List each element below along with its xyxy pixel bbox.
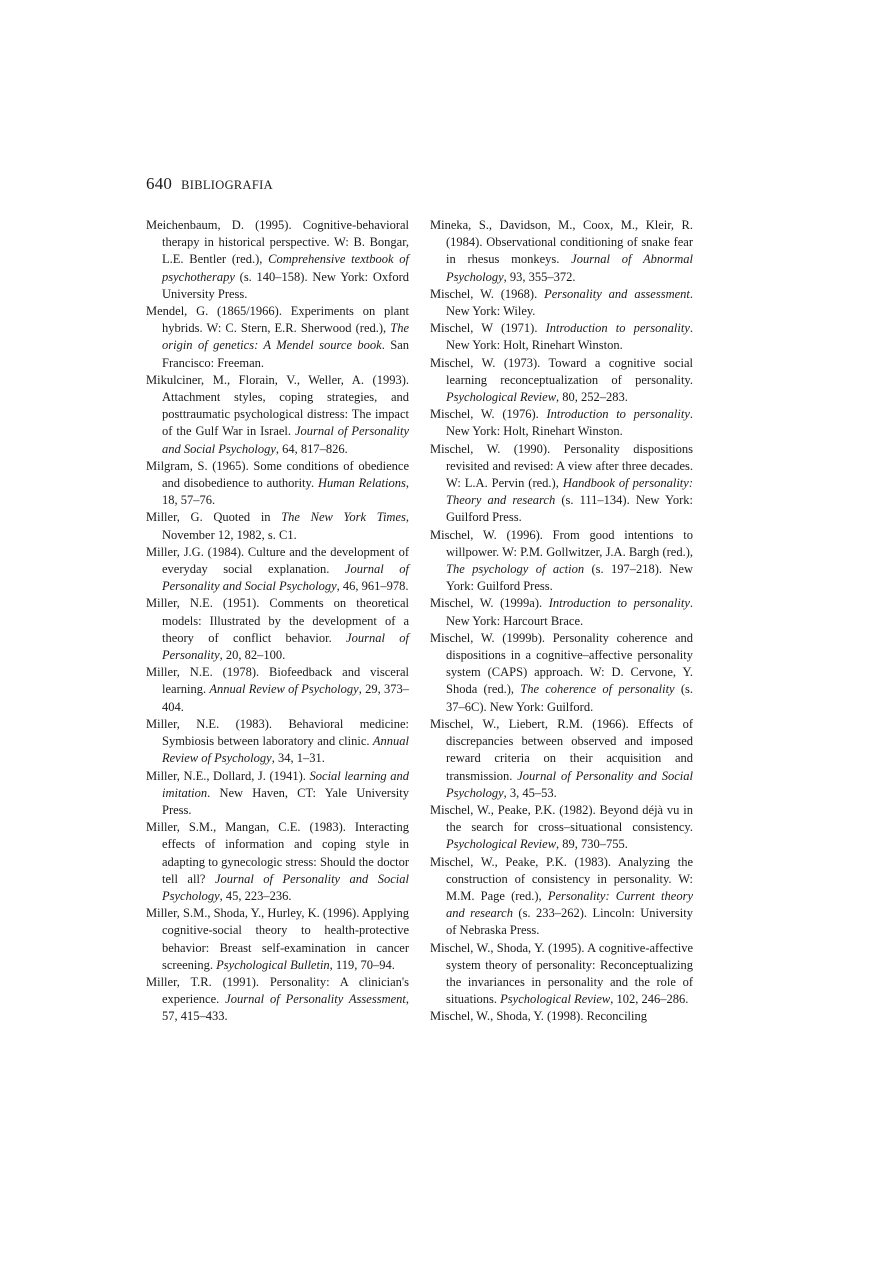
entry-text: Meichenbaum, D. (1995). Cognitive-behavioral therapy in historical perspective. W: B. Bongar, L.E. Bentler (red.), <box>146 218 409 267</box>
entry-text: , 34, 1–31. <box>271 751 325 766</box>
entry-title-italic: Social learning and imitation <box>162 768 410 800</box>
entry-text: . New York: Holt, Rinehart Winston. <box>446 407 693 439</box>
entry-text: (s. 111–134). New York: Guilford Press. <box>446 493 693 525</box>
entry-text: Mischel, W. (1990). Personality dispositions revisited and revised: A view after three decades. W: L.A. Pervin (red.), <box>430 441 693 491</box>
bibliography-entry <box>146 974 409 1026</box>
entry-text: , 18, 57–76. <box>162 476 409 508</box>
bibliography-entry <box>430 527 693 596</box>
entry-title-italic: Journal of Personality and Social Psychology <box>446 768 694 800</box>
entry-title-italic: Handbook of personality: Theory and research <box>446 476 693 508</box>
entry-title-italic: Annual Review of Psychology <box>209 682 359 697</box>
bibliography-left-column <box>146 217 409 1026</box>
bibliography-entry <box>430 217 693 286</box>
entry-text: Miller, N.E. (1983). Behavioral medicine: Symbiosis between laboratory and clinic. <box>146 716 409 749</box>
entry-text: , 89, 730–755. <box>556 837 628 852</box>
entry-text: , 102, 246–286. <box>610 992 689 1007</box>
bibliography-entry <box>430 595 693 629</box>
bibliography-entry <box>430 716 693 802</box>
entry-text: Mischel, W., Liebert, R.M. (1966). Effects of discrepancies between observed and imposed reward criteria on their acquisition and transmission. <box>430 716 693 783</box>
entry-title-italic: Journal of Personality and Social Psychology <box>162 871 410 903</box>
entry-text: Mineka, S., Davidson, M., Coox, M., Kleir, R. (1984). Observational conditioning of snake fear in rhesus monkeys. <box>430 218 693 267</box>
entry-text: , 80, 252–283. <box>556 390 628 405</box>
bibliography-entry <box>430 320 693 354</box>
bibliography-entry <box>146 664 409 716</box>
entry-text: Mischel, W. (1996). From good intentions to willpower. W: P.M. Gollwitzer, J.A. Bargh (red.), <box>430 527 693 559</box>
entry-title-italic: Journal of Personality and Social Psychology <box>162 424 409 456</box>
bibliography-entry <box>146 217 409 303</box>
entry-title-italic: Journal of Personality Assessment <box>225 992 406 1007</box>
entry-title-italic: The New York Times <box>281 510 406 525</box>
entry-title-italic: Psychological Review <box>446 390 557 405</box>
bibliography-entry <box>146 509 409 543</box>
bibliography-entry <box>430 802 693 854</box>
entry-text: Miller, J.G. (1984). Culture and the development of everyday social explanation. <box>146 544 409 577</box>
entry-title-italic: Personality: Current theory and research <box>446 888 693 921</box>
bibliography-entry <box>146 905 409 974</box>
entry-text: Mischel, W. (1976). <box>430 407 547 422</box>
entry-text: Miller, N.E., Dollard, J. (1941). <box>146 768 310 783</box>
entry-text: Miller, S.M., Shoda, Y., Hurley, K. (1996). Applying cognitive-social theory to health-protective behavior: Breast self-examination in cancer screening. <box>146 906 409 972</box>
entry-text: Mischel, W. (1973). Toward a cognitive social learning reconceptualization of personality. <box>430 355 693 387</box>
entry-text: Mischel, W. (1968). <box>430 286 545 301</box>
entry-text: Mikulciner, M., Florain, V., Weller, A. (1993). Attachment styles, coping strategies, and posttraumatic psychological distress: The impact of the Gulf War in Israel. <box>146 372 409 439</box>
entry-title-italic: Introduction to personality <box>546 407 690 422</box>
bibliography-entry <box>146 303 409 372</box>
entry-title-italic: Journal of Personality and Social Psychology <box>162 562 409 594</box>
entry-text: (s. 37–6C). New York: Guilford. <box>446 682 693 714</box>
entry-title-italic: Introduction to personality <box>545 321 690 336</box>
entry-text: Mendel, G. (1865/1966). Experiments on plant hybrids. W: C. Stern, E.R. Sherwood (red.), <box>146 304 409 336</box>
entry-title-italic: Psychological Review <box>500 992 611 1007</box>
entry-text: . New York: Harcourt Brace. <box>446 596 693 628</box>
entry-text: Mischel, W., Peake, P.K. (1983). Analyzing the construction of consistency in personality. W: M.M. Page (red.), <box>430 854 693 903</box>
entry-text: Miller, S.M., Mangan, C.E. (1983). Interacting effects of information and coping style in adapting to gynecologic stress: Should the doctor tell all? <box>146 820 409 886</box>
entry-text: Mischel, W., Shoda, Y. (1995). A cognitive-affective system theory of personality: Reconceptualizing the invariances in personality and the role of situations. <box>430 940 693 1007</box>
entry-text: , 3, 45–53. <box>503 785 557 800</box>
bibliography-entry <box>146 544 409 596</box>
entry-title-italic: Annual Review of Psychology <box>162 734 409 766</box>
entry-text: Miller, N.E. (1951). Comments on theoretical models: Illustrated by the development of a theory of conflict behavior. <box>146 596 409 645</box>
entry-text: Mischel, W. (1999a). <box>430 596 549 611</box>
entry-text: , 45, 223–236. <box>219 888 292 903</box>
entry-text: Miller, G. Quoted in <box>146 510 282 525</box>
entry-text: . New York: Wiley. <box>446 286 693 319</box>
bibliography-entry <box>430 940 693 1009</box>
bibliography-entry <box>146 716 409 768</box>
entry-title-italic: Journal of Personality <box>162 630 409 663</box>
bibliography-entry <box>430 286 693 320</box>
entry-text: Miller, N.E. (1978). Biofeedback and visceral learning. <box>146 665 409 697</box>
bibliography-entry <box>146 768 409 820</box>
entry-text: , 64, 817–826. <box>275 441 348 456</box>
entry-text: . San Francisco: Freeman. <box>162 338 409 370</box>
entry-text: Mischel, W., Peake, P.K. (1982). Beyond déjà vu in the search for cross–situational consistency. <box>430 802 693 835</box>
bibliography-entry <box>430 1008 693 1025</box>
bibliography-entry <box>430 355 693 407</box>
bibliography-entry <box>430 630 693 716</box>
running-head: BIBLIOGRAFIA <box>181 178 273 192</box>
bibliography-entry <box>146 819 409 905</box>
bibliography-right-column <box>430 217 693 1026</box>
entry-text: , 46, 961–978. <box>336 579 409 594</box>
entry-title-italic: Human Relations <box>317 476 406 491</box>
entry-title-italic: Psychological Review <box>446 837 557 852</box>
entry-title-italic: The origin of genetics: A Mendel source book <box>162 321 409 353</box>
bibliography-entry <box>430 441 693 527</box>
entry-text: (s. 197–218). New York: Guilford Press. <box>446 562 693 594</box>
entry-text: , November 12, 1982, s. C1. <box>162 510 409 542</box>
entry-text: Milgram, S. (1965). Some conditions of obedience and disobedience to authority. <box>146 458 409 491</box>
entry-text: . New York: Holt, Rinehart Winston. <box>446 321 693 353</box>
entry-title-italic: Psychological Bulletin <box>216 957 330 972</box>
entry-title-italic: Introduction to personality <box>548 596 690 611</box>
entry-text: Mischel, W. (1999b). Personality coherence and dispositions in a cognitive–affective personality system (CAPS) approach. W: D. Cervone, Y. Shoda (red.), <box>430 630 693 697</box>
page-header <box>146 174 273 194</box>
entry-text: (s. 233–262). Lincoln: University of Nebraska Press. <box>446 906 693 938</box>
entry-title-italic: Personality and assessment <box>544 286 690 301</box>
page-number: 640 <box>146 174 173 193</box>
bibliography-entry <box>430 406 693 440</box>
bibliography-entry <box>146 458 409 510</box>
entry-text: , 57, 415–433. <box>162 992 409 1024</box>
entry-text: Mischel, W., Shoda, Y. (1998). Reconciling <box>430 1009 647 1024</box>
entry-text: , 20, 82–100. <box>219 648 286 663</box>
entry-title-italic: The psychology of action <box>446 562 585 577</box>
entry-title-italic: Comprehensive textbook of psychotherapy <box>162 252 409 284</box>
entry-text: , 93, 355–372. <box>503 269 576 284</box>
entry-text: (s. 140–158). New York: Oxford University Press. <box>162 269 409 301</box>
bibliography-entry <box>146 595 409 664</box>
entry-text: Miller, T.R. (1991). Personality: A clinician's experience. <box>146 974 409 1007</box>
entry-title-italic: Journal of Abnormal Psychology <box>446 252 693 284</box>
bibliography-entry <box>146 372 409 458</box>
entry-title-italic: The coherence of personality <box>520 682 675 697</box>
bibliography-entry <box>430 854 693 940</box>
entry-text: . New Haven, CT: Yale University Press. <box>162 785 409 817</box>
entry-text: Mischel, W (1971). <box>430 321 546 336</box>
entry-text: , 119, 70–94. <box>329 957 395 972</box>
entry-text: , 29, 373–404. <box>162 682 409 714</box>
